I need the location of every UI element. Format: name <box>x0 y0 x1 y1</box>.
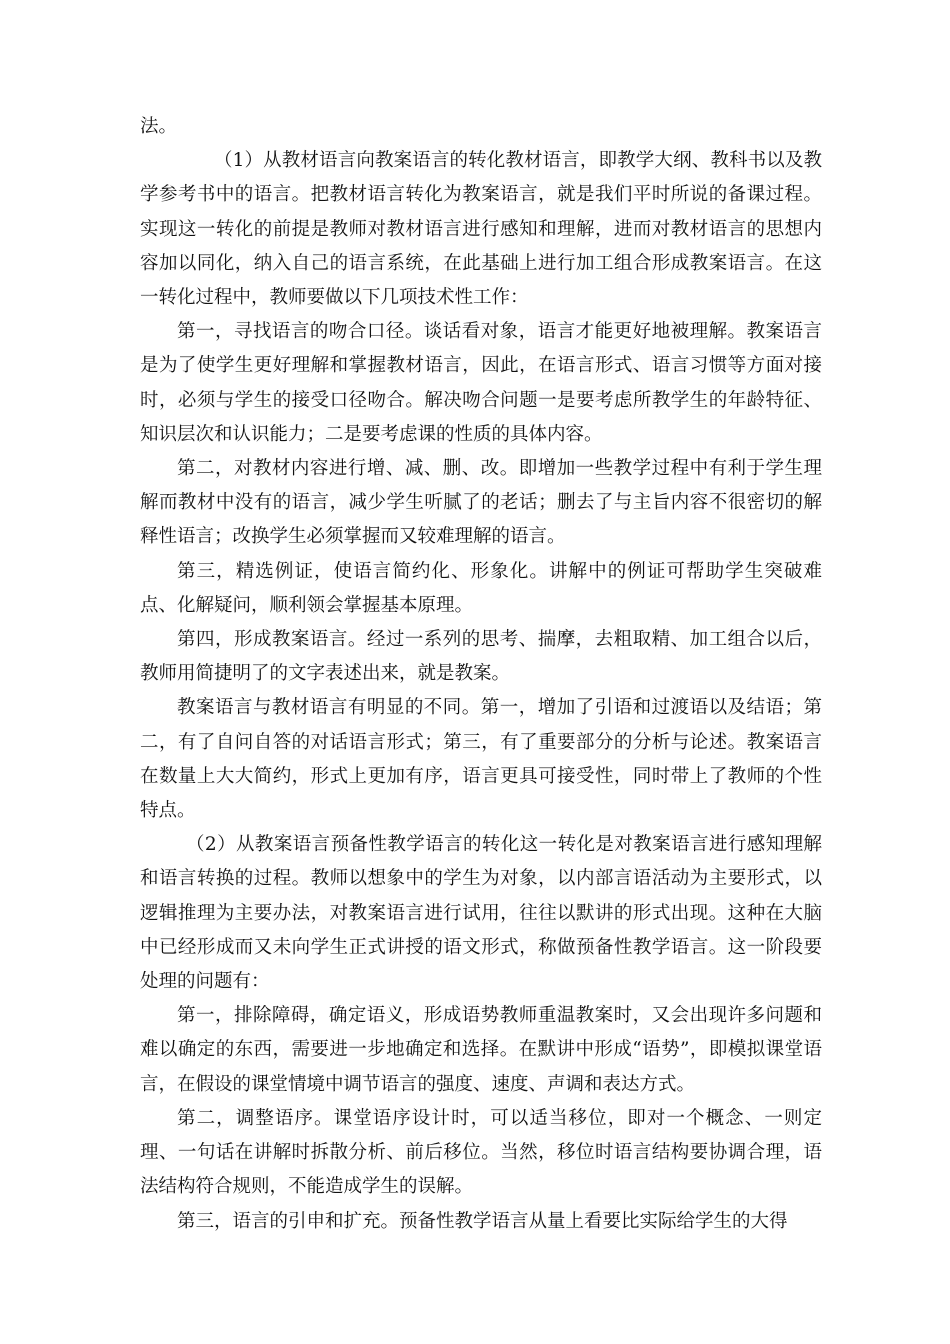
section-2-heading-paragraph: （2）从教案语言预备性教学语言的转化这一转化是对教案语言进行感知理解和语言转换的过程。教师以想象中的学生为对象，以内部言语活动为主要形式，以逻辑推理为主要办法，对教案语言进行试用，往往以默讲的形式出现。这种在大脑中已经形成而又未向学生正式讲授的语文形式，称做预备性教学语言。这一阶段要处理的问题有： <box>140 834 822 993</box>
paragraph-continuation: 法。 <box>140 116 178 137</box>
paragraph-point-1: 第一，寻找语言的吻合口径。谈话看对象，语言才能更好地被理解。教案语言是为了使学生更好理解和掌握教材语言，因此，在语言形式、语言习惯等方面对接时，必须与学生的接受口径吻合。解决吻合问题一是要考虑所教学生的年龄特征、知识层次和认识能力；二是要考虑课的性质的具体内容。 <box>140 321 822 445</box>
paragraph-point-3: 第三，精选例证，使语言简约化、形象化。讲解中的例证可帮助学生突破难点、化解疑问，顺利领会掌握基本原理。 <box>140 560 822 616</box>
paragraph-step-3: 第三，语言的引申和扩充。预备性教学语言从量上看要比实际给学生的大得 <box>177 1210 788 1232</box>
section-1-heading-paragraph: （1）从教材语言向教案语言的转化教材语言，即教学大纲、教科书以及教学参考书中的语言。把教材语言转化为教案语言，就是我们平时所说的备课过程。实现这一转化的前提是教师对教材语言进行感知和理解，进而对教材语言的思想内容加以同化，纳入自己的语言系统，在此基础上进行加工组合形成教案语言。在这一转化过程中，教师要做以下几项技术性工作： <box>140 150 822 309</box>
body-text <box>140 110 822 1239</box>
paragraph-point-4: 第四，形成教案语言。经过一系列的思考、揣摩，去粗取精、加工组合以后，教师用简捷明了的文字表述出来，就是教案。 <box>140 629 822 685</box>
paragraph-point-2: 第二，对教材内容进行增、减、删、改。即增加一些教学过程中有利于学生理解而教材中没有的语言，减少学生听腻了的老话；删去了与主旨内容不很密切的解释性语言；改换学生必须掌握而又较难理解的语言。 <box>140 458 822 548</box>
paragraph-comparison: 教案语言与教材语言有明显的不同。第一，增加了引语和过渡语以及结语；第二，有了自问自答的对话语言形式；第三，有了重要部分的分析与论述。教案语言在数量上大大简约，形式上更加有序，语言更具可接受性，同时带上了教师的个性特点。 <box>140 697 822 822</box>
paragraph-step-1: 第一，排除障碍，确定语义，形成语势教师重温教案时，又会出现许多问题和难以确定的东西，需要进一步地确定和选择。在默讲中形成“语势”，即模拟课堂语言，在假设的课堂情境中调节语言的强度、速度、声调和表达方式。 <box>140 1005 822 1095</box>
paragraph-step-2: 第二，调整语序。课堂语序设计时，可以适当移位，即对一个概念、一则定理、一句话在讲解时拆散分析、前后移位。当然，移位时语言结构要协调合理，语法结构符合规则，不能造成学生的误解。 <box>140 1107 822 1198</box>
